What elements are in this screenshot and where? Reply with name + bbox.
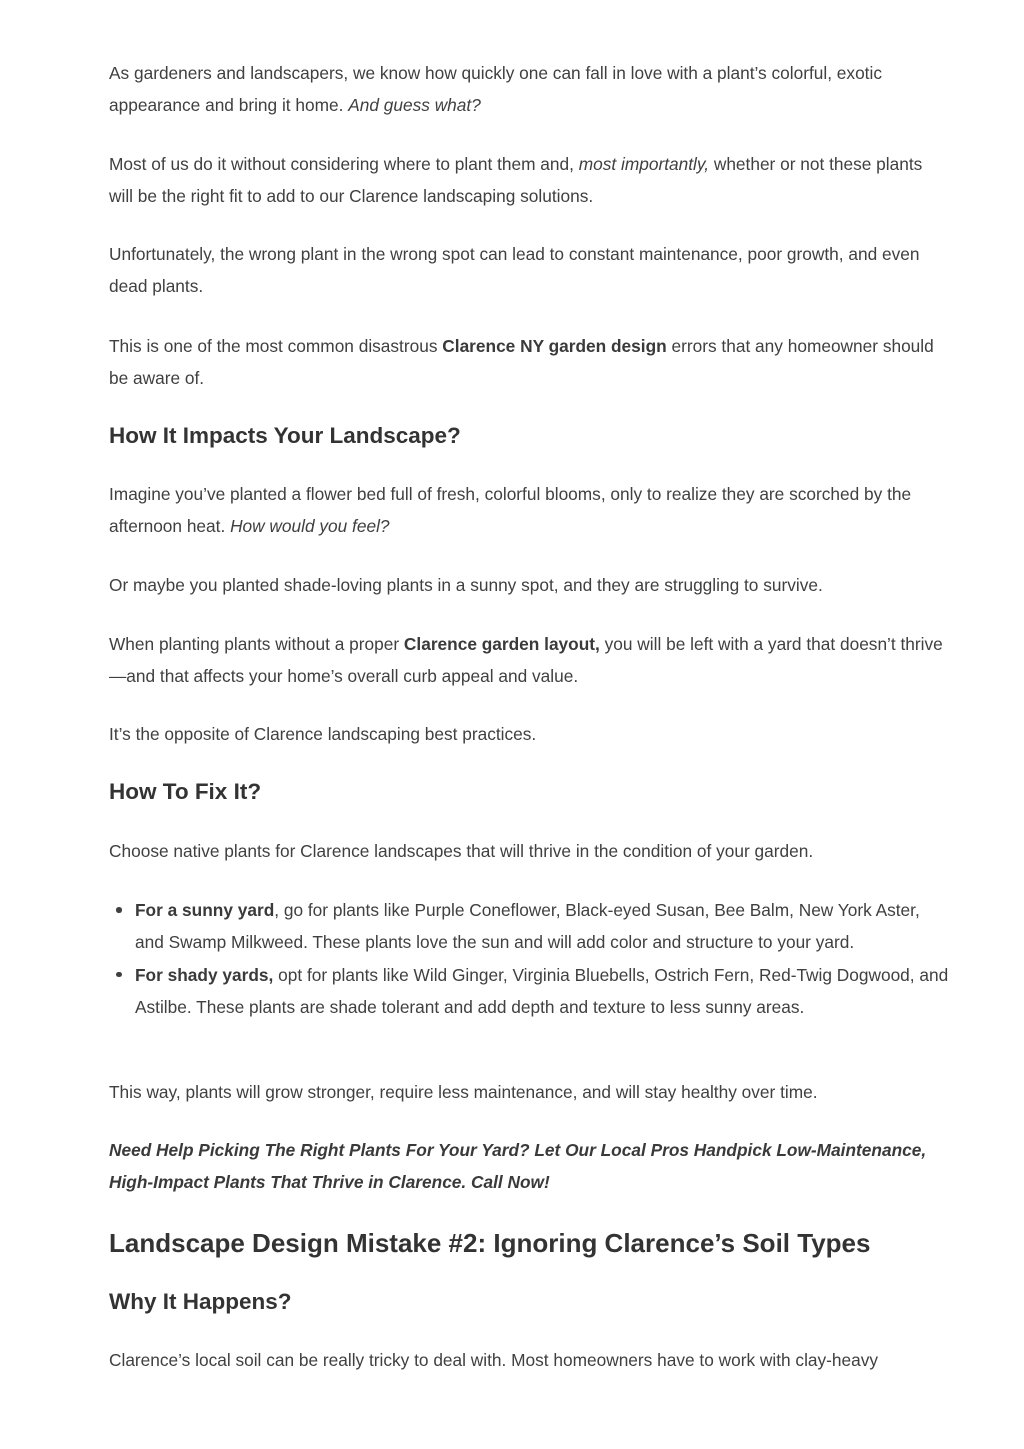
plant-list	[109, 894, 949, 1024]
emphasis-text: most importantly,	[578, 154, 710, 174]
emphasis-text: And guess what?	[348, 95, 481, 116]
body-paragraph	[109, 478, 944, 543]
list-item	[109, 894, 949, 959]
paragraph-text: Most of us do it without considering where to plant them and,	[109, 154, 579, 174]
body-paragraph	[109, 835, 944, 867]
paragraph-text: It’s the opposite of Clarence landscaping best practices.	[109, 724, 537, 744]
body-paragraph	[109, 569, 944, 601]
paragraph-text: errors that any homeowner should be aware of.	[109, 336, 934, 389]
list-item	[109, 959, 949, 1024]
paragraph-text: Unfortunately, the wrong plant in the wrong spot can lead to constant maintenance, poor growth, and even dead plants.	[109, 244, 920, 297]
body-paragraph	[109, 148, 944, 213]
bold-text: For a sunny yard	[135, 900, 275, 920]
paragraph-text: This is one of the most common disastrous	[109, 336, 443, 356]
call-to-action-text: Need Help Picking The Right Plants For Your Yard? Let Our Local Pros Handpick Low-Maintenance, High-Impact Plants That Thrive in Clarence. Call Now!	[109, 1140, 927, 1193]
bold-text: Clarence garden layout,	[403, 634, 600, 654]
bold-text: For shady yards,	[135, 964, 274, 985]
paragraph-text: whether or not these plants will be the right fit to add to our Clarence landscaping solutions.	[109, 154, 923, 207]
body-paragraph	[109, 628, 944, 693]
paragraph-text: Imagine you’ve planted a flower bed full of fresh, colorful blooms, only to realize they are scorched by the afternoon heat.	[109, 484, 912, 537]
paragraph-text: Clarence’s local soil can be really tricky to deal with. Most homeowners have to work with clay-heavy	[109, 1350, 879, 1370]
intro-paragraph	[109, 57, 944, 122]
body-paragraph	[109, 1344, 944, 1376]
list-item-text: , go for plants like Purple Coneflower, Black-eyed Susan, Bee Balm, New York Aster, and Swamp Milkweed. These plants love the sun and will add color and structure to your yard.	[135, 900, 920, 953]
mistake-heading: Landscape Design Mistake #2: Ignoring Clarence’s Soil Types	[109, 1228, 871, 1258]
body-paragraph	[109, 718, 944, 750]
paragraph-text: When planting plants without a proper	[109, 634, 404, 654]
paragraph-text: This way, plants will grow stronger, require less maintenance, and will stay healthy over time.	[109, 1082, 818, 1102]
paragraph-text: As gardeners and landscapers, we know how quickly one can fall in love with a plant’s colorful, exotic appearance and bring it home.	[109, 63, 882, 116]
paragraph-text: you will be left with a yard that doesn’t thrive—and that affects your home’s overall curb appeal and value.	[109, 634, 943, 687]
section-heading: How It Impacts Your Landscape?	[109, 423, 461, 448]
emphasis-text: How would you feel?	[230, 516, 390, 537]
body-paragraph	[109, 1076, 944, 1108]
list-item-text: opt for plants like Wild Ginger, Virginia Bluebells, Ostrich Fern, Red-Twig Dogwood, and Astilbe. These plants are shade tolerant and add depth and texture to less sunny areas.	[135, 964, 949, 1018]
section-heading: How To Fix It?	[109, 779, 262, 804]
paragraph-text: Or maybe you planted shade-loving plants in a sunny spot, and they are struggling to survive.	[109, 575, 823, 595]
section-heading: Why It Happens?	[109, 1289, 292, 1314]
bold-text: Clarence NY garden design	[442, 336, 667, 356]
body-paragraph	[109, 238, 944, 303]
paragraph-text: Choose native plants for Clarence landscapes that will thrive in the condition of your garden.	[109, 841, 814, 861]
body-paragraph	[109, 330, 944, 395]
